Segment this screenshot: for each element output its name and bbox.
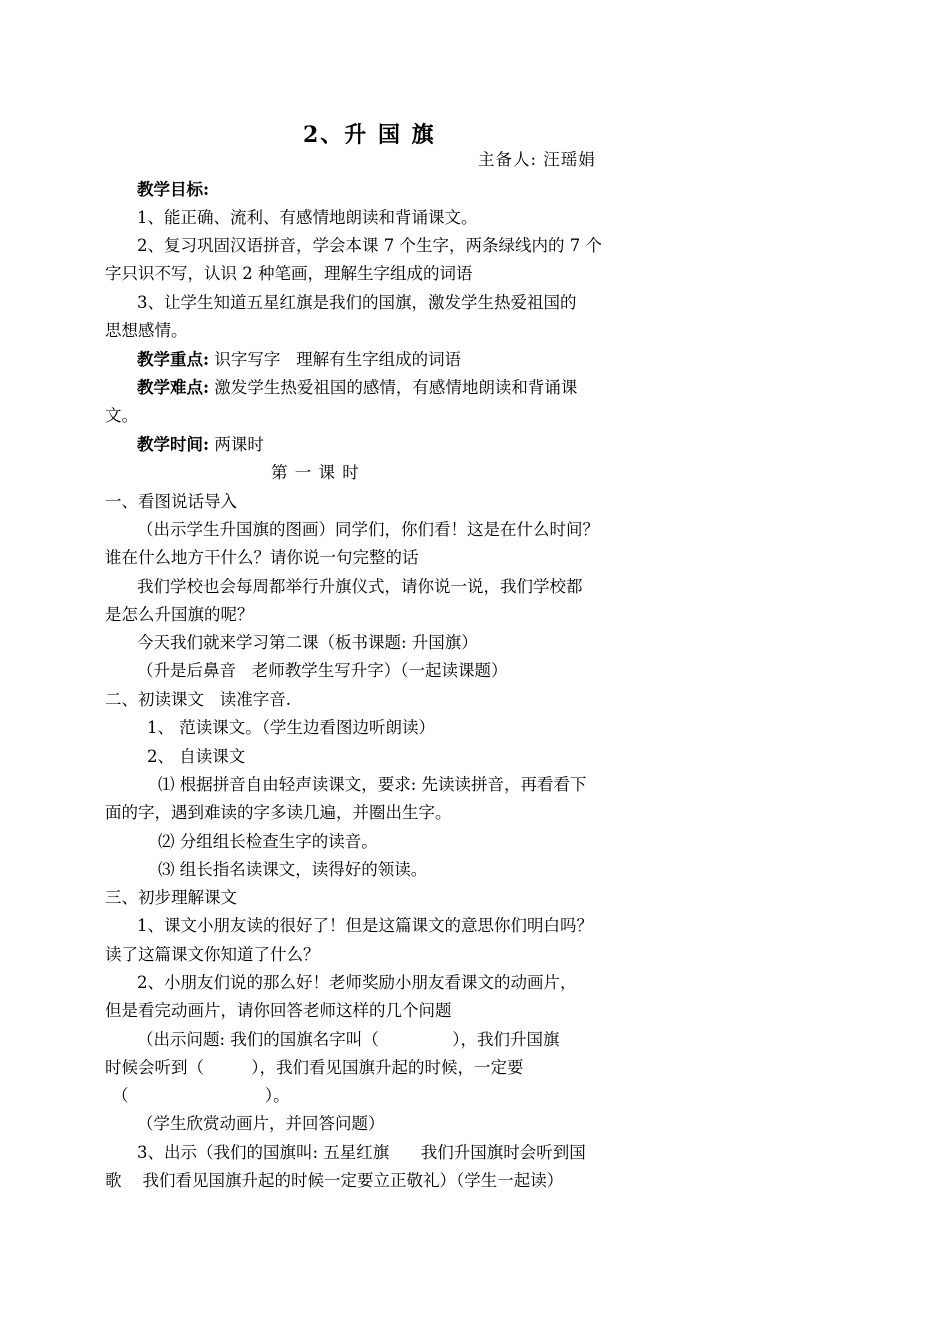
body-line: （出示学生升国旗的图画）同学们，你们看！这是在什么时间？ <box>137 520 599 539</box>
document-title: 2、升 国 旗 <box>303 122 436 148</box>
objective-line: 字只识不写，认识 2 种笔画，理解生字组成的词语 <box>105 264 473 283</box>
key-points-text: 识字写字 理解有生字组成的词语 <box>209 350 462 369</box>
objective-line: 2、复习巩固汉语拼音，学会本课 7 个生字，两条绿线内的 7 个 <box>137 236 602 255</box>
section-heading: 三、初步理解课文 <box>105 888 237 907</box>
body-line: 2、小朋友们说的那么好！老师奖励小朋友看课文的动画片， <box>137 973 577 992</box>
body-line: 谁在什么地方干什么？请你说一句完整的话 <box>105 548 419 567</box>
lesson-heading: 第 一 课 时 <box>271 463 360 482</box>
time-line <box>137 435 264 455</box>
key-points-label: 教学重点: <box>137 350 210 369</box>
objective-line: 思想感情。 <box>105 321 188 340</box>
body-line: （升是后鼻音 老师教学生写升字）（一起读课题） <box>137 661 508 680</box>
body-line: 歌 我们看见国旗升起的时候一定要立正敬礼）（学生一起读） <box>105 1171 564 1190</box>
difficulty-continuation: 文。 <box>105 406 138 425</box>
body-line: （出示问题: 我们的国旗名字叫（ ），我们升国旗 <box>137 1030 560 1049</box>
body-line: 我们学校也会每周都举行升旗仪式，请你说一说，我们学校都 <box>137 577 583 596</box>
time-label: 教学时间: <box>137 435 210 454</box>
body-line: （学生欣赏动画片，并回答问题） <box>137 1114 385 1133</box>
section-heading: 二、初读课文 读准字音. <box>105 690 291 709</box>
section-heading: 一、看图说话导入 <box>105 492 237 511</box>
key-points-line <box>137 350 461 370</box>
body-line: ⑵ 分组组长检查生字的读音。 <box>158 832 378 851</box>
body-line: ⑶ 组长指名读课文，读得好的领读。 <box>158 860 428 879</box>
objective-line: 1、能正确、流利、有感情地朗读和背诵课文。 <box>137 208 478 227</box>
objective-line: 3、让学生知道五星红旗是我们的国旗，激发学生热爱祖国的 <box>137 293 577 312</box>
author-line: 主备人: 汪瑶娟 <box>478 150 596 169</box>
time-text: 两课时 <box>209 435 264 454</box>
difficulty-label: 教学难点: <box>137 378 210 397</box>
body-line: 3、出示（我们的国旗叫: 五星红旗 我们升国旗时会听到国 <box>137 1143 586 1162</box>
body-line: 但是看完动画片，请你回答老师这样的几个问题 <box>105 1001 452 1020</box>
body-line: 1、课文小朋友读的很好了！但是这篇课文的意思你们明白吗？ <box>137 916 593 935</box>
objectives-label: 教学目标: <box>137 180 210 199</box>
body-line: ⑴ 根据拼音自由轻声读课文，要求: 先读读拼音，再看看下 <box>158 775 587 794</box>
body-line: 2、 自读课文 <box>147 747 246 766</box>
body-line: 是怎么升国旗的呢？ <box>105 605 254 624</box>
difficulty-text: 激发学生热爱祖国的感情，有感情地朗读和背诵课 <box>209 378 578 397</box>
body-line: （ ）。 <box>112 1086 290 1105</box>
body-line: 读了这篇课文你知道了什么？ <box>105 945 320 964</box>
body-line: 面的字，遇到难读的字多读几遍，并圈出生字。 <box>105 803 452 822</box>
body-line: 1、 范读课文。（学生边看图边听朗读） <box>147 718 435 737</box>
body-line: 今天我们就来学习第二课（板书课题: 升国旗） <box>137 633 478 652</box>
difficulty-line <box>137 378 577 398</box>
body-line: 时候会听到（ ），我们看见国旗升起的时候，一定要 <box>105 1058 524 1077</box>
